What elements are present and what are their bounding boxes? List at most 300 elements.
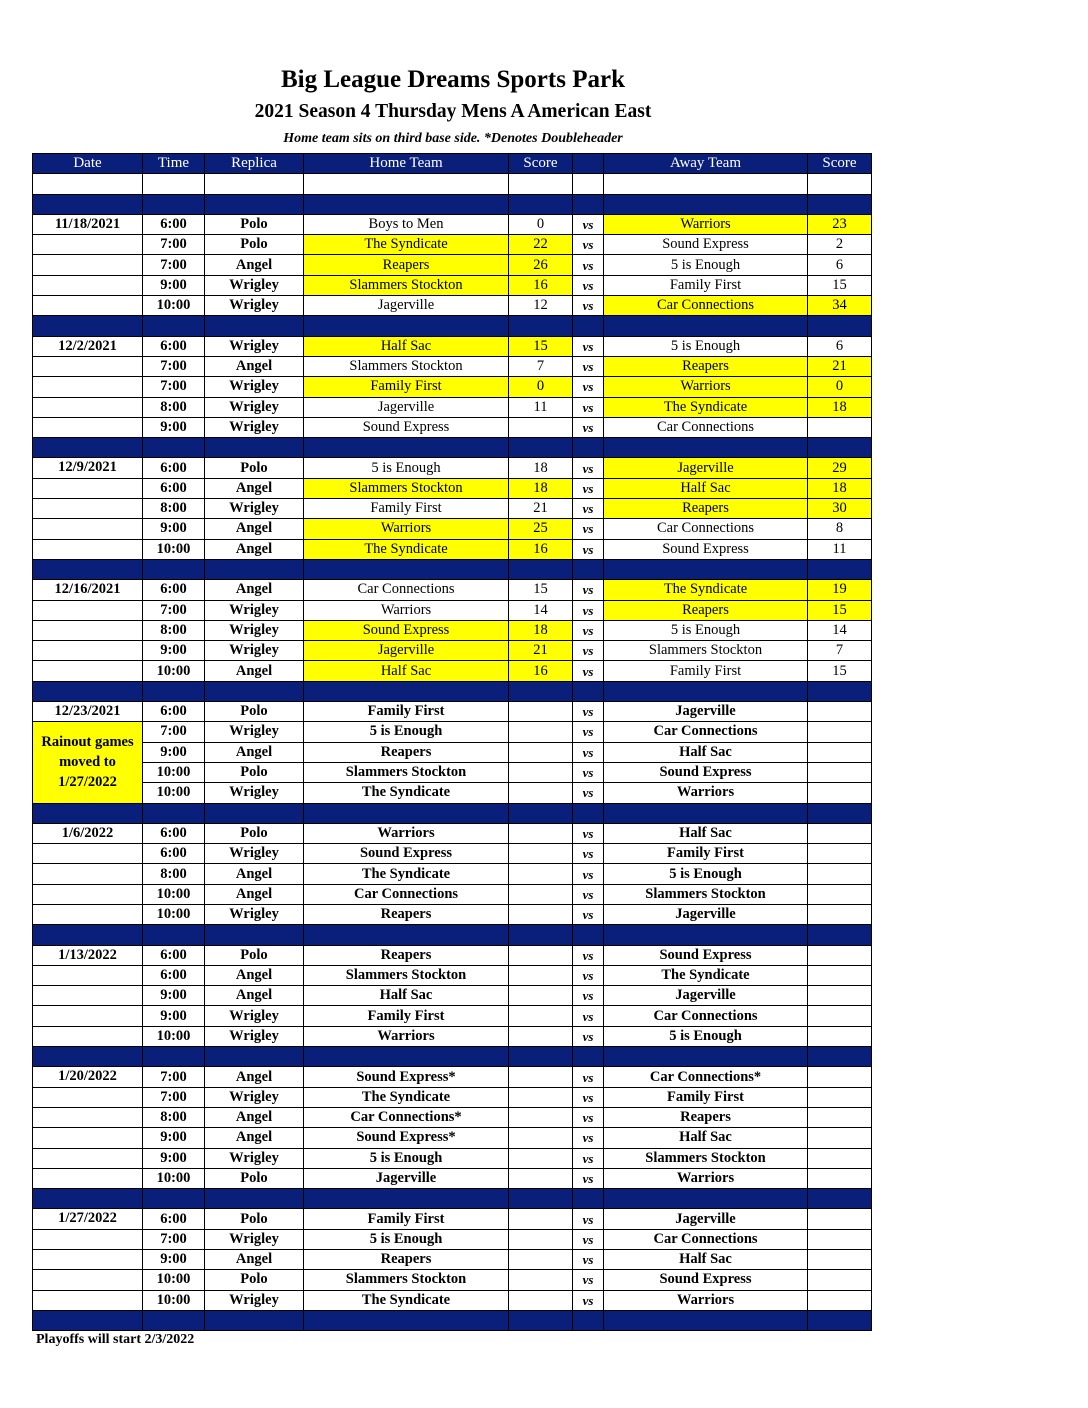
away-team: Sound Express	[604, 762, 808, 782]
game-row	[33, 1270, 872, 1290]
away-team: Half Sac	[604, 1128, 808, 1148]
game-row	[33, 620, 872, 640]
game-row	[33, 1067, 872, 1087]
home-team: Sound Express*	[304, 1067, 509, 1087]
home-score: 14	[509, 600, 573, 620]
game-date: 1/6/2022	[33, 823, 143, 843]
home-team: 5 is Enough	[304, 722, 509, 742]
home-team: Slammers Stockton	[304, 1270, 509, 1290]
home-score	[509, 1087, 573, 1107]
game-date-empty	[33, 620, 143, 640]
vs-label: vs	[573, 1087, 604, 1107]
away-score	[808, 1250, 872, 1270]
game-date-empty	[33, 661, 143, 681]
away-team: Car Connections	[604, 296, 808, 316]
home-team: Car Connections*	[304, 1107, 509, 1127]
game-row	[33, 377, 872, 397]
week-separator	[33, 1310, 872, 1330]
away-score	[808, 884, 872, 904]
vs-label: vs	[573, 600, 604, 620]
game-date: 11/18/2021	[33, 214, 143, 234]
game-time: 9:00	[143, 1006, 205, 1026]
game-date-empty	[33, 1229, 143, 1249]
week-separator	[33, 681, 872, 701]
rainout-note: Rainout games moved to 1/27/2022	[33, 722, 143, 803]
home-team: The Syndicate	[304, 235, 509, 255]
vs-label: vs	[573, 884, 604, 904]
game-row	[33, 1087, 872, 1107]
game-row	[33, 539, 872, 559]
away-score: 21	[808, 356, 872, 376]
home-team: Sound Express	[304, 844, 509, 864]
away-team: Car Connections	[604, 1006, 808, 1026]
game-row	[33, 945, 872, 965]
home-team: Warriors	[304, 600, 509, 620]
away-score	[808, 1270, 872, 1290]
home-score: 11	[509, 397, 573, 417]
vs-label: vs	[573, 1107, 604, 1127]
home-score	[509, 986, 573, 1006]
game-row	[33, 904, 872, 924]
game-row	[33, 864, 872, 884]
away-score	[808, 1026, 872, 1046]
home-team: Warriors	[304, 823, 509, 843]
game-date: 1/20/2022	[33, 1067, 143, 1087]
away-team: Reapers	[604, 600, 808, 620]
away-score	[808, 417, 872, 437]
game-time: 7:00	[143, 1229, 205, 1249]
away-score: 14	[808, 620, 872, 640]
home-team: Warriors	[304, 1026, 509, 1046]
game-time: 9:00	[143, 641, 205, 661]
game-field: Angel	[205, 986, 304, 1006]
game-row	[33, 742, 872, 762]
home-score: 0	[509, 214, 573, 234]
game-time: 10:00	[143, 661, 205, 681]
away-score	[808, 742, 872, 762]
vs-label: vs	[573, 417, 604, 437]
game-date-empty	[33, 641, 143, 661]
home-score: 16	[509, 539, 573, 559]
game-date-empty	[33, 1026, 143, 1046]
game-row	[33, 702, 872, 722]
game-time: 10:00	[143, 1168, 205, 1188]
game-field: Wrigley	[205, 1229, 304, 1249]
vs-label: vs	[573, 1250, 604, 1270]
away-team: The Syndicate	[604, 397, 808, 417]
game-field: Polo	[205, 1168, 304, 1188]
game-row	[33, 965, 872, 985]
game-time: 6:00	[143, 945, 205, 965]
game-time: 9:00	[143, 1250, 205, 1270]
game-field: Wrigley	[205, 1148, 304, 1168]
game-time: 7:00	[143, 356, 205, 376]
game-date-empty	[33, 1128, 143, 1148]
away-team: Sound Express	[604, 1270, 808, 1290]
away-team: 5 is Enough	[604, 255, 808, 275]
away-score	[808, 783, 872, 803]
away-score	[808, 945, 872, 965]
game-time: 6:00	[143, 965, 205, 985]
game-date-empty	[33, 478, 143, 498]
game-time: 6:00	[143, 458, 205, 478]
vs-label: vs	[573, 478, 604, 498]
away-team: Warriors	[604, 1168, 808, 1188]
game-time: 9:00	[143, 417, 205, 437]
game-time: 6:00	[143, 580, 205, 600]
column-header: Time	[143, 154, 205, 174]
vs-label: vs	[573, 296, 604, 316]
home-score	[509, 417, 573, 437]
game-row	[33, 397, 872, 417]
away-team: Reapers	[604, 356, 808, 376]
week-separator	[33, 559, 872, 579]
away-score	[808, 1006, 872, 1026]
header-row	[33, 154, 872, 174]
game-field: Wrigley	[205, 620, 304, 640]
away-team: Family First	[604, 1087, 808, 1107]
game-time: 10:00	[143, 296, 205, 316]
vs-label: vs	[573, 904, 604, 924]
home-score: 15	[509, 580, 573, 600]
home-score	[509, 844, 573, 864]
game-time: 7:00	[143, 377, 205, 397]
vs-label: vs	[573, 783, 604, 803]
away-team: The Syndicate	[604, 965, 808, 985]
away-team: Car Connections	[604, 722, 808, 742]
away-score: 11	[808, 539, 872, 559]
game-time: 9:00	[143, 986, 205, 1006]
game-time: 6:00	[143, 844, 205, 864]
home-score: 12	[509, 296, 573, 316]
vs-label: vs	[573, 377, 604, 397]
home-team: Car Connections	[304, 580, 509, 600]
game-field: Polo	[205, 458, 304, 478]
away-score	[808, 823, 872, 843]
away-team: Jagerville	[604, 904, 808, 924]
game-field: Polo	[205, 214, 304, 234]
game-date-empty	[33, 539, 143, 559]
game-date-empty	[33, 965, 143, 985]
home-score	[509, 722, 573, 742]
game-time: 7:00	[143, 722, 205, 742]
vs-label: vs	[573, 580, 604, 600]
week-separator	[33, 316, 872, 336]
game-row	[33, 580, 872, 600]
game-time: 10:00	[143, 1290, 205, 1310]
game-field: Polo	[205, 945, 304, 965]
game-row	[33, 722, 872, 742]
game-date-empty	[33, 356, 143, 376]
game-row	[33, 600, 872, 620]
game-time: 6:00	[143, 823, 205, 843]
away-score: 19	[808, 580, 872, 600]
game-field: Angel	[205, 356, 304, 376]
away-team: Reapers	[604, 499, 808, 519]
home-team: Reapers	[304, 1250, 509, 1270]
vs-label: vs	[573, 945, 604, 965]
vs-label: vs	[573, 214, 604, 234]
home-score	[509, 1209, 573, 1229]
home-team: Family First	[304, 499, 509, 519]
game-row	[33, 1290, 872, 1310]
week-separator	[33, 1189, 872, 1209]
home-score	[509, 702, 573, 722]
game-row	[33, 1168, 872, 1188]
week-separator	[33, 438, 872, 458]
away-score: 15	[808, 600, 872, 620]
game-field: Angel	[205, 1128, 304, 1148]
game-date-empty	[33, 884, 143, 904]
game-field: Angel	[205, 864, 304, 884]
vs-label: vs	[573, 1026, 604, 1046]
game-field: Polo	[205, 702, 304, 722]
home-score	[509, 904, 573, 924]
away-score	[808, 1168, 872, 1188]
game-date-empty	[33, 1087, 143, 1107]
game-row	[33, 336, 872, 356]
game-field: Angel	[205, 1067, 304, 1087]
game-time: 9:00	[143, 519, 205, 539]
away-team: Warriors	[604, 377, 808, 397]
vs-label: vs	[573, 641, 604, 661]
game-date-empty	[33, 255, 143, 275]
away-team: Slammers Stockton	[604, 884, 808, 904]
away-team: Half Sac	[604, 1250, 808, 1270]
vs-label: vs	[573, 1128, 604, 1148]
away-score: 8	[808, 519, 872, 539]
column-header: Replica	[205, 154, 304, 174]
home-score	[509, 823, 573, 843]
game-date: 1/27/2022	[33, 1209, 143, 1229]
home-score: 21	[509, 499, 573, 519]
game-time: 8:00	[143, 1107, 205, 1127]
game-time: 7:00	[143, 235, 205, 255]
home-team: Jagerville	[304, 641, 509, 661]
home-team: 5 is Enough	[304, 1148, 509, 1168]
home-score	[509, 762, 573, 782]
home-score: 18	[509, 478, 573, 498]
game-date-empty	[33, 519, 143, 539]
away-score: 0	[808, 377, 872, 397]
away-team: 5 is Enough	[604, 336, 808, 356]
home-team: The Syndicate	[304, 1290, 509, 1310]
game-time: 10:00	[143, 762, 205, 782]
away-team: Jagerville	[604, 986, 808, 1006]
game-field: Angel	[205, 519, 304, 539]
away-team: 5 is Enough	[604, 864, 808, 884]
vs-label: vs	[573, 1148, 604, 1168]
away-team: Half Sac	[604, 478, 808, 498]
game-row	[33, 1209, 872, 1229]
game-field: Polo	[205, 235, 304, 255]
home-team: Jagerville	[304, 397, 509, 417]
away-score	[808, 722, 872, 742]
vs-label: vs	[573, 986, 604, 1006]
home-team: Jagerville	[304, 296, 509, 316]
game-date-empty	[33, 499, 143, 519]
page-title: Big League Dreams Sports Park	[281, 66, 625, 93]
game-time: 8:00	[143, 620, 205, 640]
game-row	[33, 986, 872, 1006]
game-field: Wrigley	[205, 336, 304, 356]
schedule-table	[32, 153, 872, 1331]
away-score: 18	[808, 478, 872, 498]
game-row	[33, 519, 872, 539]
game-field: Angel	[205, 661, 304, 681]
vs-label: vs	[573, 1067, 604, 1087]
home-team: Family First	[304, 1209, 509, 1229]
home-score	[509, 945, 573, 965]
away-team: Family First	[604, 844, 808, 864]
home-score: 22	[509, 235, 573, 255]
home-team: The Syndicate	[304, 1087, 509, 1107]
game-time: 10:00	[143, 904, 205, 924]
home-score	[509, 1128, 573, 1148]
away-score: 15	[808, 661, 872, 681]
away-score	[808, 1067, 872, 1087]
game-row	[33, 1148, 872, 1168]
game-time: 9:00	[143, 275, 205, 295]
game-date-empty	[33, 1006, 143, 1026]
home-team: Reapers	[304, 904, 509, 924]
away-team: The Syndicate	[604, 580, 808, 600]
home-score	[509, 1067, 573, 1087]
home-team: Half Sac	[304, 336, 509, 356]
game-row	[33, 499, 872, 519]
game-field: Wrigley	[205, 844, 304, 864]
away-team: Slammers Stockton	[604, 1148, 808, 1168]
home-team: Slammers Stockton	[304, 762, 509, 782]
vs-label: vs	[573, 356, 604, 376]
away-team: Family First	[604, 661, 808, 681]
game-row	[33, 1006, 872, 1026]
vs-label: vs	[573, 275, 604, 295]
vs-label: vs	[573, 702, 604, 722]
home-team: Reapers	[304, 742, 509, 762]
away-score	[808, 1087, 872, 1107]
game-field: Wrigley	[205, 499, 304, 519]
game-field: Wrigley	[205, 296, 304, 316]
game-row	[33, 214, 872, 234]
game-row	[33, 478, 872, 498]
away-team: Sound Express	[604, 235, 808, 255]
vs-label: vs	[573, 539, 604, 559]
home-team: Reapers	[304, 255, 509, 275]
game-date-empty	[33, 235, 143, 255]
home-score	[509, 1006, 573, 1026]
game-field: Polo	[205, 823, 304, 843]
away-team: 5 is Enough	[604, 1026, 808, 1046]
page-subtitle: 2021 Season 4 Thursday Mens A American East	[254, 101, 652, 122]
column-header: Date	[33, 154, 143, 174]
game-time: 6:00	[143, 214, 205, 234]
game-date-empty	[33, 377, 143, 397]
home-team: Sound Express*	[304, 1128, 509, 1148]
vs-label: vs	[573, 235, 604, 255]
away-team: Sound Express	[604, 539, 808, 559]
home-team: Sound Express	[304, 417, 509, 437]
game-field: Wrigley	[205, 904, 304, 924]
home-team: Family First	[304, 702, 509, 722]
game-row	[33, 1128, 872, 1148]
game-time: 7:00	[143, 1087, 205, 1107]
home-team: Slammers Stockton	[304, 478, 509, 498]
week-separator	[33, 194, 872, 214]
game-row	[33, 1229, 872, 1249]
home-score: 15	[509, 336, 573, 356]
home-team: Jagerville	[304, 1168, 509, 1188]
away-team: Warriors	[604, 1290, 808, 1310]
home-team: Car Connections	[304, 884, 509, 904]
game-time: 9:00	[143, 742, 205, 762]
home-score: 18	[509, 458, 573, 478]
game-field: Polo	[205, 1270, 304, 1290]
away-score: 18	[808, 397, 872, 417]
game-field: Wrigley	[205, 1290, 304, 1310]
game-row	[33, 275, 872, 295]
game-date-empty	[33, 986, 143, 1006]
vs-label: vs	[573, 742, 604, 762]
column-header: Home Team	[304, 154, 509, 174]
vs-label: vs	[573, 1229, 604, 1249]
game-date: 12/9/2021	[33, 458, 143, 478]
game-row	[33, 661, 872, 681]
game-date-empty	[33, 1148, 143, 1168]
away-team: Car Connections	[604, 417, 808, 437]
home-score: 26	[509, 255, 573, 275]
game-time: 8:00	[143, 499, 205, 519]
game-row	[33, 783, 872, 803]
game-field: Wrigley	[205, 417, 304, 437]
away-team: Jagerville	[604, 702, 808, 722]
game-field: Angel	[205, 965, 304, 985]
game-time: 10:00	[143, 783, 205, 803]
game-time: 10:00	[143, 1270, 205, 1290]
home-score	[509, 1250, 573, 1270]
game-row	[33, 884, 872, 904]
game-date-empty	[33, 844, 143, 864]
away-score	[808, 864, 872, 884]
column-header: Away Team	[604, 154, 808, 174]
vs-label: vs	[573, 1006, 604, 1026]
home-team: The Syndicate	[304, 539, 509, 559]
schedule-body	[33, 174, 872, 1331]
game-field: Angel	[205, 539, 304, 559]
home-score: 21	[509, 641, 573, 661]
game-date-empty	[33, 296, 143, 316]
game-row	[33, 844, 872, 864]
home-score	[509, 1107, 573, 1127]
game-time: 8:00	[143, 864, 205, 884]
home-score	[509, 1229, 573, 1249]
game-time: 7:00	[143, 1067, 205, 1087]
game-time: 9:00	[143, 1148, 205, 1168]
game-date-empty	[33, 904, 143, 924]
away-score	[808, 904, 872, 924]
game-row	[33, 417, 872, 437]
away-score	[808, 1229, 872, 1249]
away-score	[808, 762, 872, 782]
vs-label: vs	[573, 499, 604, 519]
home-team: Half Sac	[304, 986, 509, 1006]
home-team: Half Sac	[304, 661, 509, 681]
game-row	[33, 458, 872, 478]
game-field: Wrigley	[205, 1026, 304, 1046]
away-score	[808, 965, 872, 985]
week-separator	[33, 925, 872, 945]
home-team: Boys to Men	[304, 214, 509, 234]
